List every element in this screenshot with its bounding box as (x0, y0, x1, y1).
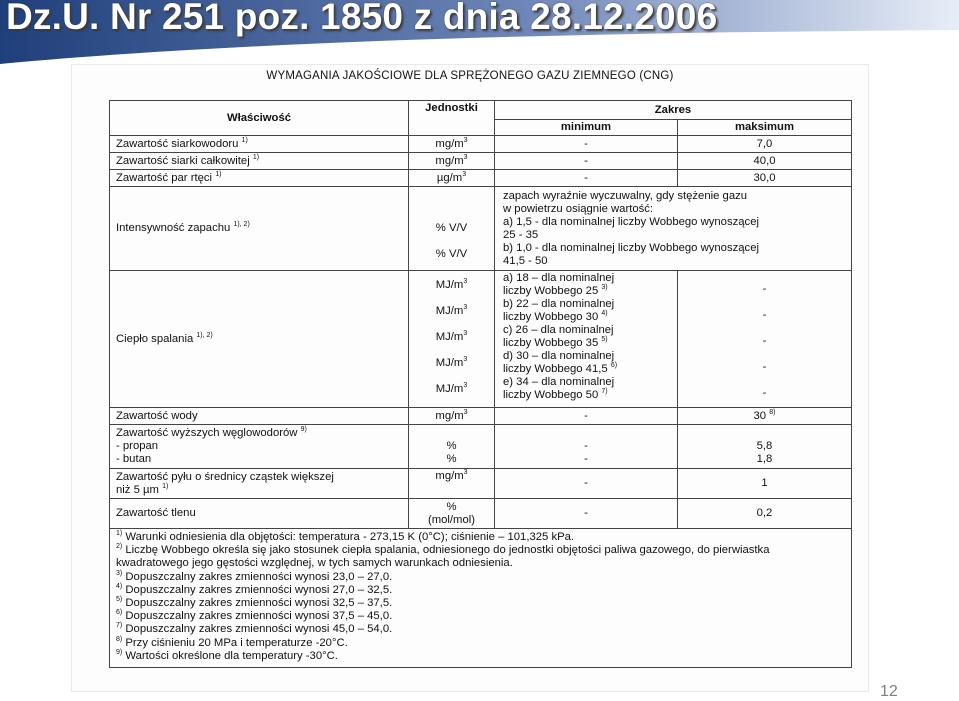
cell-property: Zawartość wyższych węglowodorów $^{9)}$ - propan - butan (110, 425, 409, 469)
footnotes (110, 529, 852, 668)
table-row-odor (110, 187, 852, 271)
cell-max: 40,0 (678, 153, 852, 170)
cell-property: Zawartość siarki całkowitej $^{1)}$ (110, 153, 409, 170)
scanned-document (72, 65, 868, 691)
cell-max: 0,2 (678, 499, 852, 529)
cell-property: Intensywność zapachu $^{1), 2)}$ (110, 187, 409, 271)
footnote: $^{9)}$ Wartości określone dla temperatury -30°C. (116, 648, 338, 662)
cell-max: 1 (678, 469, 852, 499)
table-row-hydrocarbons (110, 425, 852, 469)
cell-property: Ciepło spalania $^{1), 2)}$ (110, 271, 409, 408)
table-row-dust (110, 469, 852, 499)
slide-header (0, 0, 959, 64)
cell-unit: % % (409, 425, 495, 469)
footnote: $^{4)}$ Dopuszczalny zakres zmienności wynosi 27,0 – 32,5. (116, 582, 393, 596)
footnote: $^{3)}$ Dopuszczalny zakres zmienności wynosi 23,0 – 27,0. (116, 569, 393, 583)
table-row-oxygen (110, 499, 852, 529)
cell-unit: % V/V % V/V (409, 187, 495, 271)
cell-unit: $\mu g/m^3$ (409, 170, 495, 187)
cell-property: Zawartość wody (110, 408, 409, 425)
table-row-h2s (110, 136, 852, 153)
cell-property: Zawartość tlenu (110, 499, 409, 529)
cell-heat-min-values: a) 18 – dla nominalnej liczby Wobbego 25 $^{3)}$ b) 22 – dla nominalnej liczby Wobbego 30 $^{4)}$ c) 26 – dla nominalnej liczby Wobbego 35 $^{5)}$ d) 30 – dla nominalnej liczby Wobbego 41,5 $^{6)}$ e) 34 – dla nominalnej liczby Wobbego 50 $^{7)}$ (495, 271, 678, 408)
slide-title: Dz.U. Nr 251 poz. 1850 z dnia 28.12.2006 (6, 0, 718, 37)
table-row-water (110, 408, 852, 425)
cell-property: Zawartość siarkowodoru $^{1)}$ (110, 136, 409, 153)
page-number: 12 (880, 683, 898, 700)
cell-min: - (495, 136, 678, 153)
cell-max: 5,8 1,8 (678, 425, 852, 469)
header-min: minimum (495, 120, 678, 136)
footnote: $^{5)}$ Dopuszczalny zakres zmienności wynosi 32,5 – 37,5. (116, 596, 393, 610)
cell-max: 30,0 (678, 170, 852, 187)
footnote: $^{2)}$ Liczbę Wobbego określa się jako stosunek ciepła spalania, odniesionego do jednostki objętości paliwa gazowego, do pierwiastka kwadratowego jego gęstości względnej, w tych samych warunkach odniesienia. (116, 543, 770, 570)
table-row-heat (110, 271, 852, 408)
cell-property: Zawartość par rtęci $^{1)}$ (110, 170, 409, 187)
table-header-row (110, 101, 852, 120)
footnote: $^{8)}$ Przy ciśnieniu 20 MPa i temperaturze -20°C. (116, 635, 348, 649)
table-row-sulfur (110, 153, 852, 170)
cell-unit: $mg/m^3$ (409, 153, 495, 170)
cell-unit: $mg/m^3$ (409, 136, 495, 153)
cell-property: Zawartość pyłu o średnicy cząstek większej niż 5 µm $^{1)}$ (110, 469, 409, 499)
table-row-mercury (110, 170, 852, 187)
cell-max: 30 $^{8)}$ (678, 408, 852, 425)
cell-heat-max-values: - - - - - (678, 271, 852, 408)
header-unit: Jednostki (409, 101, 495, 136)
document-title: WYMAGANIA JAKOŚCIOWE DLA SPRĘŻONEGO GAZU ZIEMNEGO (CNG) (266, 70, 674, 82)
requirements-table (109, 100, 852, 668)
cell-odor-description: zapach wyraźnie wyczuwalny, gdy stężenie gazu w powietrzu osiągnie wartość: a) 1,5 - dla nominalnej liczby Wobbego wynoszącej 25 - 35 b) 1,0 - dla nominalnej liczby Wobbego wynoszącej 41,5 - 50 (495, 187, 852, 271)
cell-unit: % (mol/mol) (409, 499, 495, 529)
cell-unit: $mg/m^3$ (409, 408, 495, 425)
cell-min: - (495, 153, 678, 170)
cell-min: - (495, 170, 678, 187)
cell-min: - - (495, 425, 678, 469)
cell-min: - (495, 408, 678, 425)
header-property: Właściwość (110, 101, 409, 136)
footnote: $^{7)}$ Dopuszczalny zakres zmienności wynosi 45,0 – 54,0. (116, 622, 393, 636)
header-max: maksimum (678, 120, 852, 136)
table-row-notes (110, 529, 852, 668)
cell-max: 7,0 (678, 136, 852, 153)
cell-min: - (495, 499, 678, 529)
cell-min: - (495, 469, 678, 499)
footnote: $^{6)}$ Dopuszczalny zakres zmienności wynosi 37,5 – 45,0. (116, 609, 393, 623)
cell-unit: $mg/m^3$ (409, 469, 495, 499)
cell-unit: $MJ/m^3$ $MJ/m^3$ $MJ/m^3$ $MJ/m^3$ $MJ/m^3$ (409, 271, 495, 408)
footnote: $^{1)}$ Warunki odniesienia dla objętości: temperatura - 273,15 K (0°C); ciśnienie – 101,325 kPa. (116, 530, 575, 543)
header-range: Zakres (495, 101, 852, 120)
